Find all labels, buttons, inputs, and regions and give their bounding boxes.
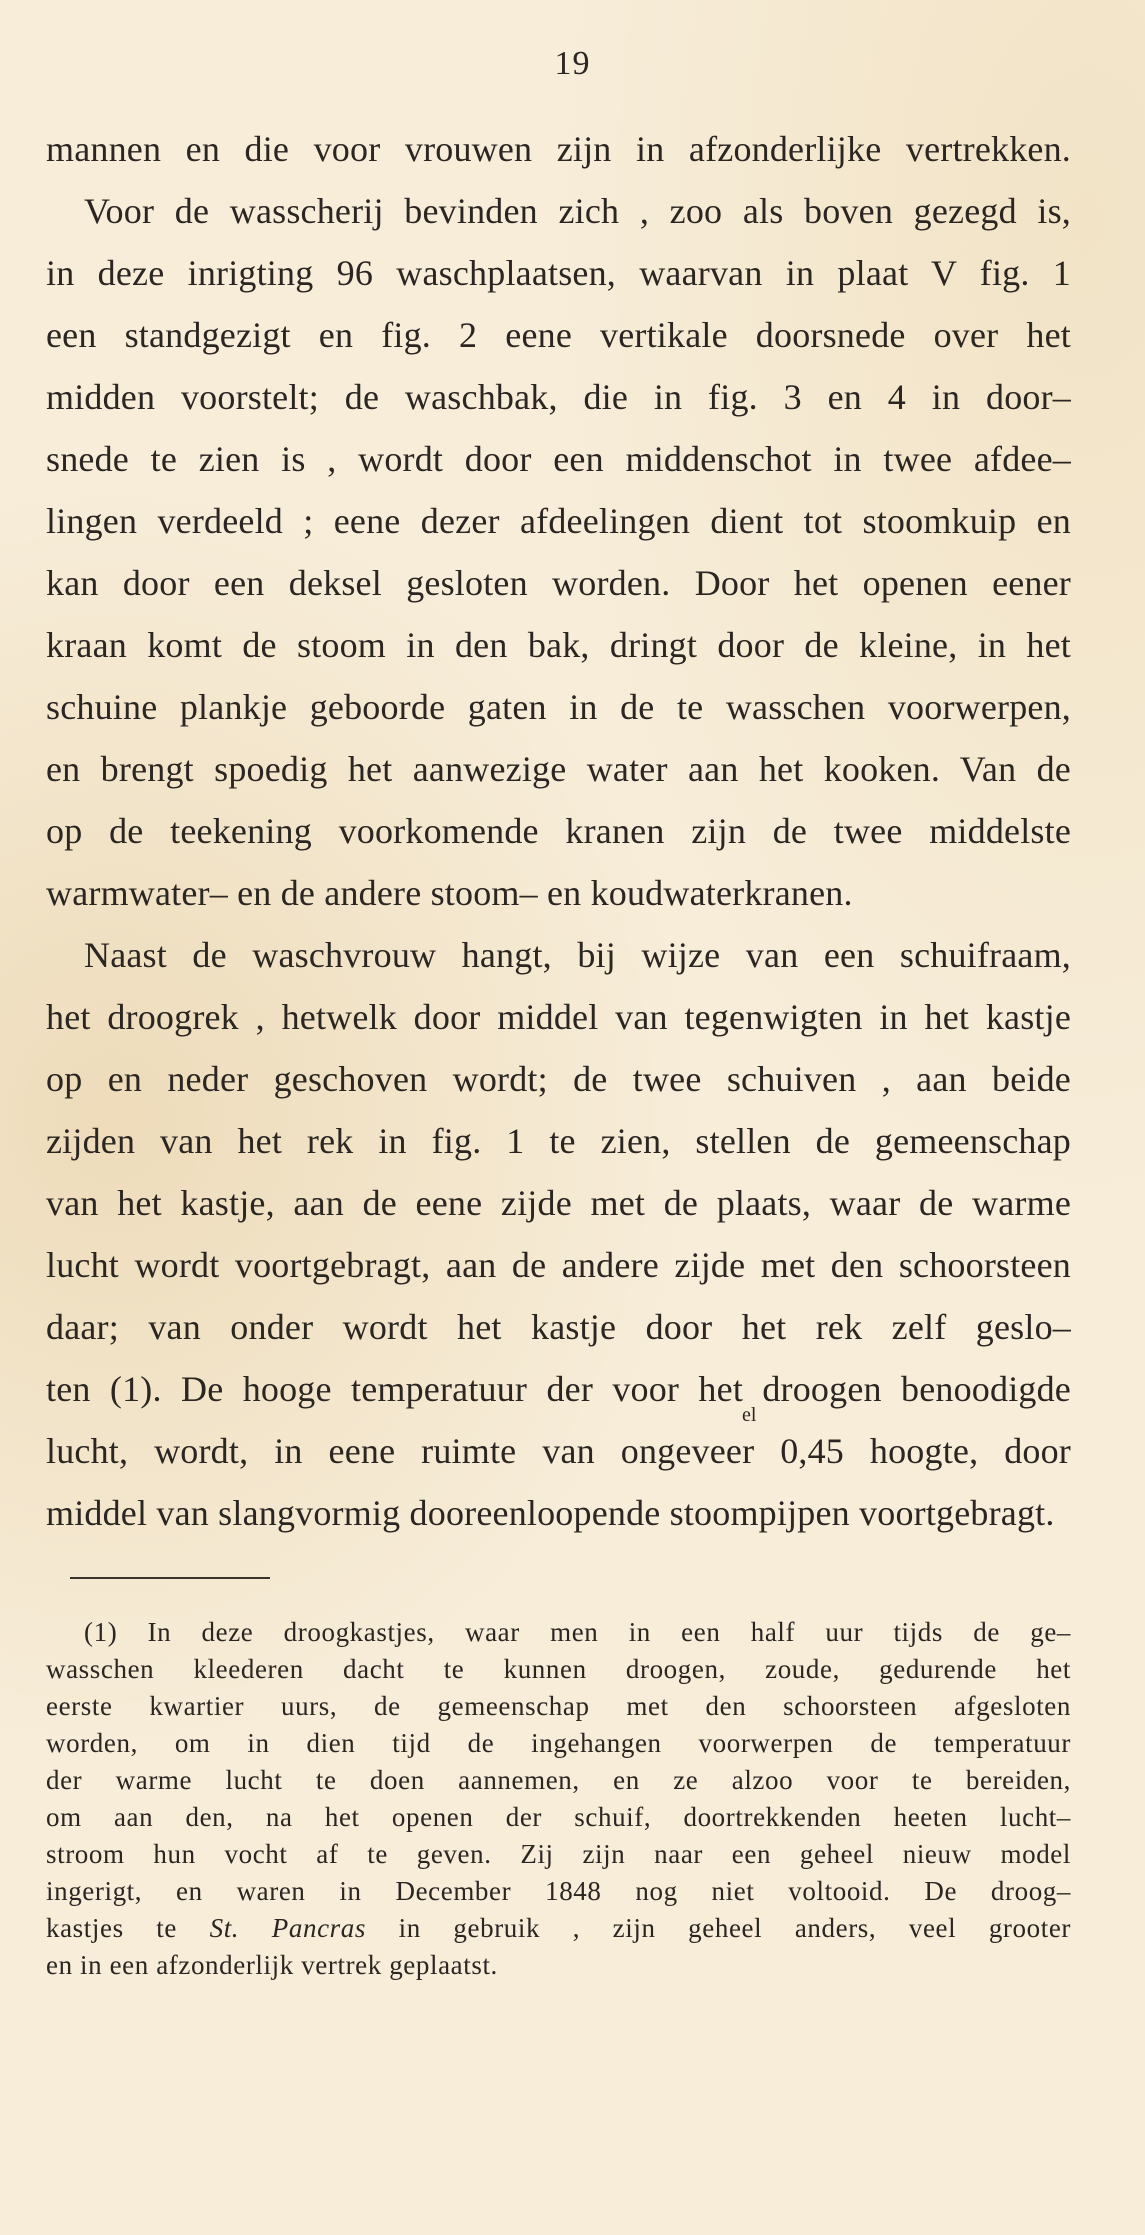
text-line: op en neder geschoven wordt; de twee schuiven , aan beide [46,1059,1071,1099]
text-line: lucht, wordt, in eene ruimte van ongeveer 0,45 hoogte, door [46,1431,1071,1471]
footnote-text: in gebruik , zijn geheel anders, veel grooter [398,1913,1072,1943]
text-line: lingen verdeeld ; eene dezer afdeelingen dient tot stoomkuip en [46,501,1071,541]
text-line: een standgezigt en fig. 2 eene vertikale doorsnede over het [46,315,1071,355]
footnote-line: eerste kwartier uurs, de gemeenschap met den schoorsteen afgesloten [46,1691,1071,1721]
footnote [46,1614,1071,1984]
footnote-line: wasschen kleederen dacht te kunnen droogen, zoude, gedurende het [46,1654,1071,1684]
text-line: snede te zien is , wordt door een middenschot in twee afdee– [46,439,1071,479]
footnote-text: kastjes te [46,1913,210,1943]
text-line: schuine plankje geboorde gaten in de te wasschen voorwerpen, [46,687,1071,727]
text-line: zijden van het rek in fig. 1 te zien, stellen de gemeenschap [46,1121,1071,1161]
footnote-line: ingerigt, en waren in December 1848 nog niet voltooid. De droog– [46,1876,1071,1906]
text-line: in deze inrigting 96 waschplaatsen, waarvan in plaat V fig. 1 [46,253,1071,293]
body-text [46,118,1071,1544]
text-line: warmwater– en de andere stoom– en koudwaterkranen. [46,873,853,913]
footnote-line: en in een afzonderlijk vertrek geplaatst. [46,1950,498,1980]
footnote-line: worden, om in dien tijd de ingehangen voorwerpen de temperatuur [46,1728,1071,1758]
footnote-line: om aan den, na het openen der schuif, doortrekkenden heeten lucht– [46,1802,1071,1832]
footnote-line-mixed [46,1910,1071,1947]
text-line: middel van slangvormig dooreenloopende stoompijpen voortgebragt. [46,1493,1055,1533]
text-line: en brengt spoedig het aanwezige water aan het kooken. Van de [46,749,1071,789]
text-line: het droogrek , hetwelk door middel van tegenwigten in het kastje [46,997,1071,1037]
page-number: 19 [554,45,591,82]
text-line: van het kastje, aan de eene zijde met de plaats, waar de warme [46,1183,1071,1223]
text-line: kan door een deksel gesloten worden. Door het openen eener [46,563,1071,603]
superscript-el: el [742,1404,757,1426]
text-line: Naast de waschvrouw hangt, bij wijze van een schuifraam, [84,935,1071,975]
footnote-separator [70,1577,270,1579]
text-line: lucht wordt voortgebragt, aan de andere zijde met den schoorsteen [46,1245,1071,1285]
text-line: kraan komt de stoom in den bak, dringt door de kleine, in het [46,625,1071,665]
text-line: ten (1). De hooge temperatuur der voor het droogen benoodigde [46,1369,1071,1409]
text-line: op de teekening voorkomende kranen zijn de twee middelste [46,811,1071,851]
footnote-italic-place: St. Pancras [209,1913,366,1943]
text-line: midden voorstelt; de waschbak, die in fig. 3 en 4 in door– [46,377,1071,417]
text-line: daar; van onder wordt het kastje door het rek zelf geslo– [46,1307,1071,1347]
text-line: mannen en die voor vrouwen zijn in afzonderlijke vertrekken. [46,129,1071,169]
footnote-line: stroom hun vocht af te geven. Zij zijn naar een geheel nieuw model [46,1839,1071,1869]
footnote-line: der warme lucht te doen aannemen, en ze alzoo voor te bereiden, [46,1765,1071,1795]
footnote-line: (1) In deze droogkastjes, waar men in een half uur tijds de ge– [84,1617,1071,1647]
text-line: Voor de wasscherij bevinden zich , zoo als boven gezegd is, [84,191,1071,231]
